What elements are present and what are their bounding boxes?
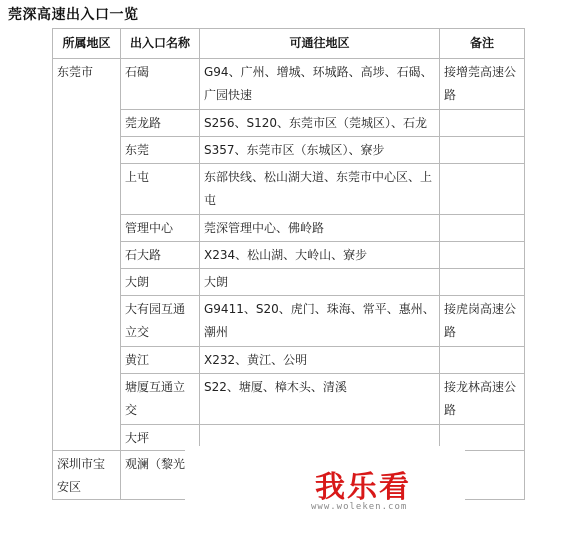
table-row bbox=[53, 164, 525, 215]
page-title: 莞深高速出入口一览 bbox=[8, 7, 139, 23]
table-row bbox=[53, 374, 525, 425]
exit-name-cell: 莞龙路 bbox=[121, 110, 200, 137]
destinations-cell: S357、东莞市区（东城区）、寮步 bbox=[200, 137, 440, 164]
note-cell bbox=[440, 110, 525, 137]
watermark bbox=[185, 446, 465, 520]
exit-name-cell: 管理中心 bbox=[121, 215, 200, 242]
note-cell bbox=[440, 347, 525, 374]
destinations-cell: X232、黄江、公明 bbox=[200, 347, 440, 374]
exit-name-cell: 大朗 bbox=[121, 269, 200, 296]
watermark-logo: 我乐看 bbox=[315, 470, 411, 505]
exit-name-cell: 石大路 bbox=[121, 242, 200, 269]
note-cell: 接龙林高速公路 bbox=[440, 374, 525, 425]
region-cell: 深圳市宝安区 bbox=[53, 451, 121, 500]
exit-name-cell: 东莞 bbox=[121, 137, 200, 164]
exit-name-cell: 大有园互通立交 bbox=[121, 296, 200, 347]
note-cell bbox=[440, 242, 525, 269]
note-cell bbox=[440, 269, 525, 296]
table-row bbox=[53, 110, 525, 137]
note-cell bbox=[440, 215, 525, 242]
table-row bbox=[53, 137, 525, 164]
header-region: 所属地区 bbox=[53, 29, 121, 59]
table-row bbox=[53, 269, 525, 296]
destinations-cell: S256、S120、东莞市区（莞城区）、石龙 bbox=[200, 110, 440, 137]
note-cell: 接虎岗高速公路 bbox=[440, 296, 525, 347]
table-header-row bbox=[53, 29, 525, 59]
destinations-cell: 大朗 bbox=[200, 269, 440, 296]
destinations-cell: S22、塘厦、樟木头、清溪 bbox=[200, 374, 440, 425]
exit-name-cell: 黄江 bbox=[121, 347, 200, 374]
note-cell bbox=[440, 137, 525, 164]
destinations-cell: G94、广州、增城、环城路、高埗、石碣、广园快速 bbox=[200, 59, 440, 110]
destinations-cell: X234、松山湖、大岭山、寮步 bbox=[200, 242, 440, 269]
exit-name-cell: 上屯 bbox=[121, 164, 200, 215]
table-row bbox=[53, 347, 525, 374]
note-cell: 接增莞高速公路 bbox=[440, 59, 525, 110]
exit-name-cell: 塘厦互通立交 bbox=[121, 374, 200, 425]
watermark-url: www.woleken.com bbox=[311, 502, 408, 512]
expressway-exit-table bbox=[52, 28, 525, 500]
header-exit-name: 出入口名称 bbox=[121, 29, 200, 59]
table-row bbox=[53, 296, 525, 347]
destinations-cell: 东部快线、松山湖大道、东莞市中心区、上屯 bbox=[200, 164, 440, 215]
table-row bbox=[53, 215, 525, 242]
table-row bbox=[53, 242, 525, 269]
destinations-cell: G9411、S20、虎门、珠海、常平、惠州、潮州 bbox=[200, 296, 440, 347]
exit-name-cell: 大坪 bbox=[121, 425, 200, 451]
destinations-cell: 莞深管理中心、佛岭路 bbox=[200, 215, 440, 242]
note-cell bbox=[440, 164, 525, 215]
header-destinations: 可通往地区 bbox=[200, 29, 440, 59]
table-row bbox=[53, 59, 525, 110]
region-cell: 东莞市 bbox=[53, 59, 121, 451]
exit-name-cell: 观澜（黎光 bbox=[121, 451, 200, 500]
exit-name-cell: 石碣 bbox=[121, 59, 200, 110]
header-note: 备注 bbox=[440, 29, 525, 59]
